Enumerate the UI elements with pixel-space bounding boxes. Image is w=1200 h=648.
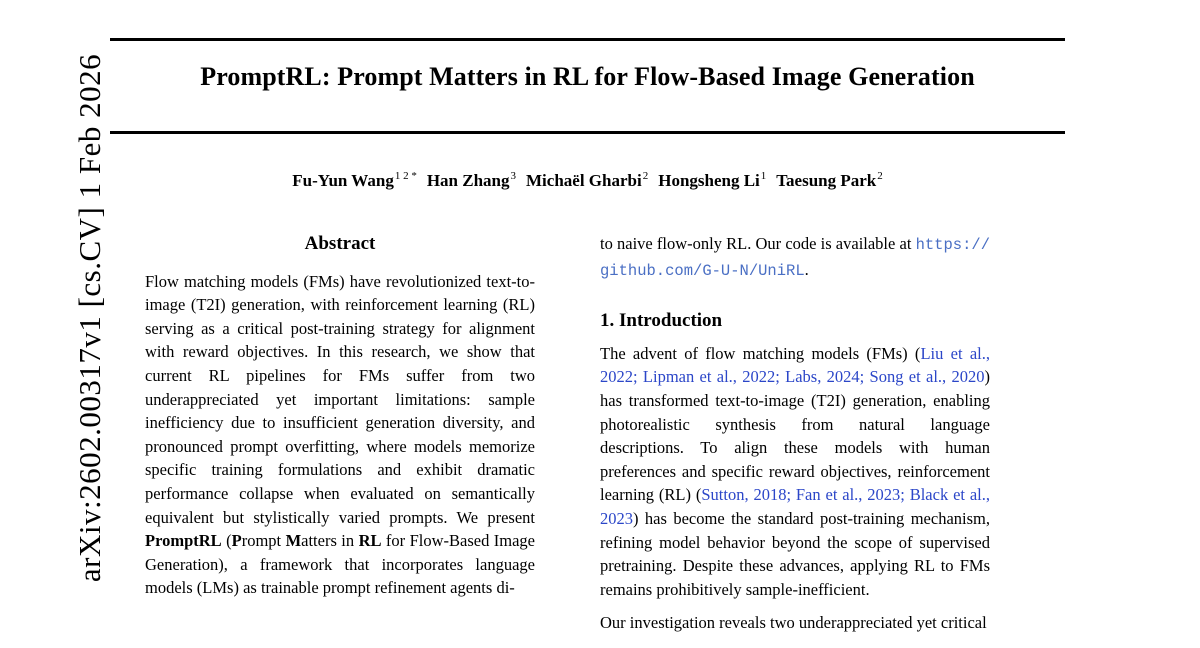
intro-text-b: ) has transformed text-to-image (T2I) generation, enabling photorealistic synthesis from natural language descriptions. To align these models with human preferences and specific reward objectives, reinforcement learning (RL) ( <box>600 367 990 505</box>
abstract-bold-rl: RL <box>358 531 382 551</box>
abstract-text-part1: Flow matching models (FMs) have revolutionized text-to-image (T2I) generation, with reinforcement learning (RL) serving as a critical post-training strategy for alignment with reward objectives. In this research, we show that current RL pipelines for FMs suffer from two underappreciated yet important limitations: sample inefficiency due to insufficient generation diversity, and pronounced prompt overfitting, where models memorize specific training formulations and exhibit dramatic performance collapse when evaluated on semantically equivalent but stylistically varied prompts. We present <box>145 271 535 527</box>
author-affiliation-mark: 1 2 * <box>394 170 417 182</box>
citation-link[interactable]: Liu et al., 2022; Lipman et al., 2022; Labs, 2024; Song et al., 2020 <box>600 343 990 387</box>
author <box>776 171 882 190</box>
title-rule-top <box>110 38 1065 41</box>
author-name: Michaël Gharbi <box>526 170 642 190</box>
abstract-text-mid2: rompt <box>241 531 286 551</box>
author-name: Fu-Yun Wang <box>292 170 394 190</box>
abstract-text-mid4: for Flow-Based Image Generation), a framework that incorporates language models (LMs) as trainable prompt refinement agents di- <box>145 531 535 598</box>
abstract-bold-p: P <box>231 531 242 551</box>
abstract-paragraph <box>145 270 535 600</box>
abstract-tail-end: . <box>804 259 809 279</box>
author <box>658 171 766 190</box>
abstract-bold-m: M <box>285 531 302 551</box>
author <box>292 171 417 190</box>
abstract-bold-promptrl: PromptRL <box>145 531 222 551</box>
title-rule-bottom <box>110 131 1065 134</box>
abstract-text-mid3: atters in <box>301 531 359 551</box>
abstract-continuation <box>600 232 990 283</box>
author-affiliation-mark: 2 <box>642 170 649 182</box>
author-list <box>110 170 1065 191</box>
intro-text-c: ) has become the standard post-training mechanism, refining model behavior beyond the scope of supervised pretraining. Despite these advances, applying RL to FMs remains prohibitively sample-inefficient. <box>600 508 990 599</box>
abstract-tail-lead: to naive flow-only RL. Our code is available at <box>600 234 916 253</box>
author-name: Han Zhang <box>426 170 510 190</box>
arxiv-stamp: arXiv:2602.00317v1 [cs.CV] 1 Feb 2026 <box>72 53 107 583</box>
author-name: Hongsheng Li <box>658 170 760 190</box>
author-name: Taesung Park <box>776 170 877 190</box>
introduction-paragraph-1 <box>600 342 990 602</box>
author <box>526 171 648 190</box>
author-affiliation-mark: 2 <box>877 170 883 182</box>
author-affiliation-mark: 1 <box>760 170 767 182</box>
author <box>427 171 516 190</box>
author-affiliation-mark: 3 <box>510 170 517 182</box>
section-heading-introduction: 1. Introduction <box>600 310 723 332</box>
citation-link[interactable]: Sutton, 2018; Fan et al., 2023; Black et al., 2023 <box>600 485 990 528</box>
introduction-paragraph-2: Our investigation reveals two underappreciated yet critical <box>600 613 987 633</box>
right-column <box>600 232 990 635</box>
intro-text-a: The advent of flow matching models (FMs) ( <box>600 343 921 363</box>
abstract-heading: Abstract <box>304 233 376 254</box>
code-url-link[interactable]: https://github.com/G-U-N/UniRL <box>600 236 990 280</box>
page-title: PromptRL: Prompt Matters in RL for Flow-Based Image Generation <box>200 62 975 91</box>
abstract-text-mid1: ( <box>221 531 232 551</box>
left-column <box>145 232 535 600</box>
